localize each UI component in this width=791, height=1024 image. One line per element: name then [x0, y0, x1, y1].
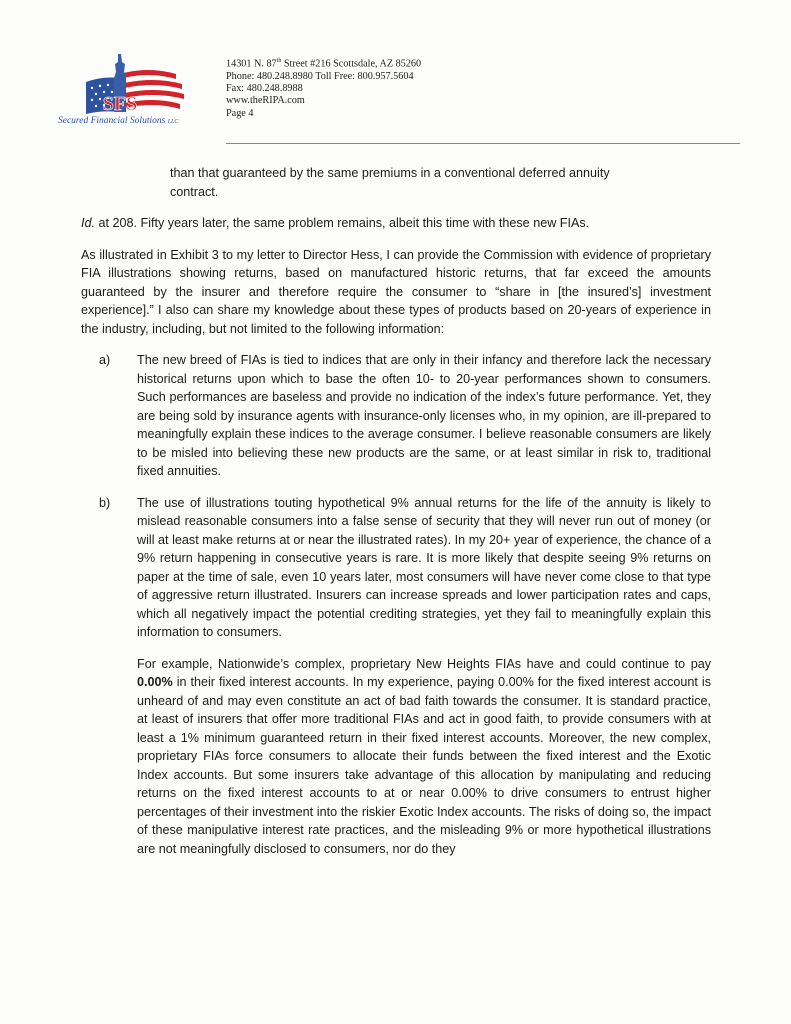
letterhead	[0, 0, 791, 150]
list-item-b-text: The use of illustrations touting hypothetical 9% annual returns for the life of the annuity is likely to mislead reasonable consumers into a false sense of security that they will never run out of money (or will at least make returns at or near the illustrated rates). In my 20+ year of experience, the chance of a 9% return happening in consecutive years is rare. It is more likely that despite seeing 9% returns on paper at the time of sale, even 10 years later, most consumers will have never come close to that type of aggressive return illustrated. Insurers can increase spreads and lower participation rates and caps, which all negatively impact the potential crediting strategies, yet they fail to meaningfully explain this information to consumers.	[137, 495, 711, 639]
citation-paragraph: Id. at 208. Fifty years later, the same problem remains, albeit this time with these new FIAs.	[81, 216, 590, 230]
street-address: 14301 N. 87th Street #216 Scottsdale, AZ 85260	[226, 58, 422, 70]
paragraph-example: For example, Nationwide’s complex, proprietary New Heights FIAs have and could continue to pay 0.00% in their fixed interest accounts. In my experience, paying 0.00% for the fixed interest account is unheard of and may even constitute an act of bad faith towards the consumer. It is standard practice, at least of insurers that offer more traditional FIAs and act in good faith, to provide consumers with at least a 1% minimum guaranteed return in their fixed interest accounts. Moreover, the new complex, proprietary FIAs force consumers to allocate their funds between the fixed interest and the Exotic Index accounts. But some insurers take advantage of this allocation by manipulating and reducing returns on the fixed interest accounts to at or near 0.00% to drive consumers to entrust higher percentages of their investment into the riskier Exotic Index accounts. The risks of doing so, the impact of these manipulative interest rate practices, and the misleading 9% or more hypothetical illustrations are not meaningfully disclosed to consumers, nor do they	[137, 656, 711, 856]
website-link[interactable]: www.theRIPA.com	[226, 95, 305, 107]
phone-line: Phone: 480.248.8980 Toll Free: 800.957.5604	[226, 70, 414, 82]
address-block	[226, 55, 421, 120]
list-item-a	[99, 351, 711, 481]
list-marker-b: b)	[99, 495, 111, 510]
company-name: Secured Financial Solutions LLC	[58, 116, 179, 126]
paragraph-evidence: As illustrated in Exhibit 3 to my letter to Director Hess, I can provide the Commission with evidence of proprietary FIA illustrations showing returns, based on manufactured historic returns, that far exceed the amounts guaranteed by the insurer and therefore require the consumer to “share in [the insured’s] investment experience].” I also can share my knowledge about these types of products based on 20-years of experience in the industry, including, but not limited to the following information:	[81, 247, 711, 336]
letter-body	[81, 164, 711, 858]
header-divider	[226, 143, 740, 144]
list-marker-a: a)	[99, 353, 111, 367]
list-item-a-text: The new breed of FIAs is tied to indices that are only in their infancy and therefore lack the necessary historical returns upon which to base the often 10- to 20-year performances shown to consumers. Such performances are baseless and provide no indication of the index’s future performance. Yet, they are being sold by insurance agents with insurance-only licenses who, in my opinion, are ill-prepared to meaningfully explain these indices to the average consumer. I believe reasonable consumers are likely to be misled into believing these new products are the same, or at least similar in risk to, traditional fixed annuities.	[137, 353, 711, 478]
fax-line: Fax: 480.248.8988	[226, 82, 303, 94]
list-item-b	[99, 494, 711, 642]
logo-letters: SFS	[102, 93, 138, 115]
page-number: Page 4	[226, 107, 254, 119]
quote-continuation: than that guaranteed by the same premiums in a conventional deferred annuity contract.	[170, 166, 610, 199]
